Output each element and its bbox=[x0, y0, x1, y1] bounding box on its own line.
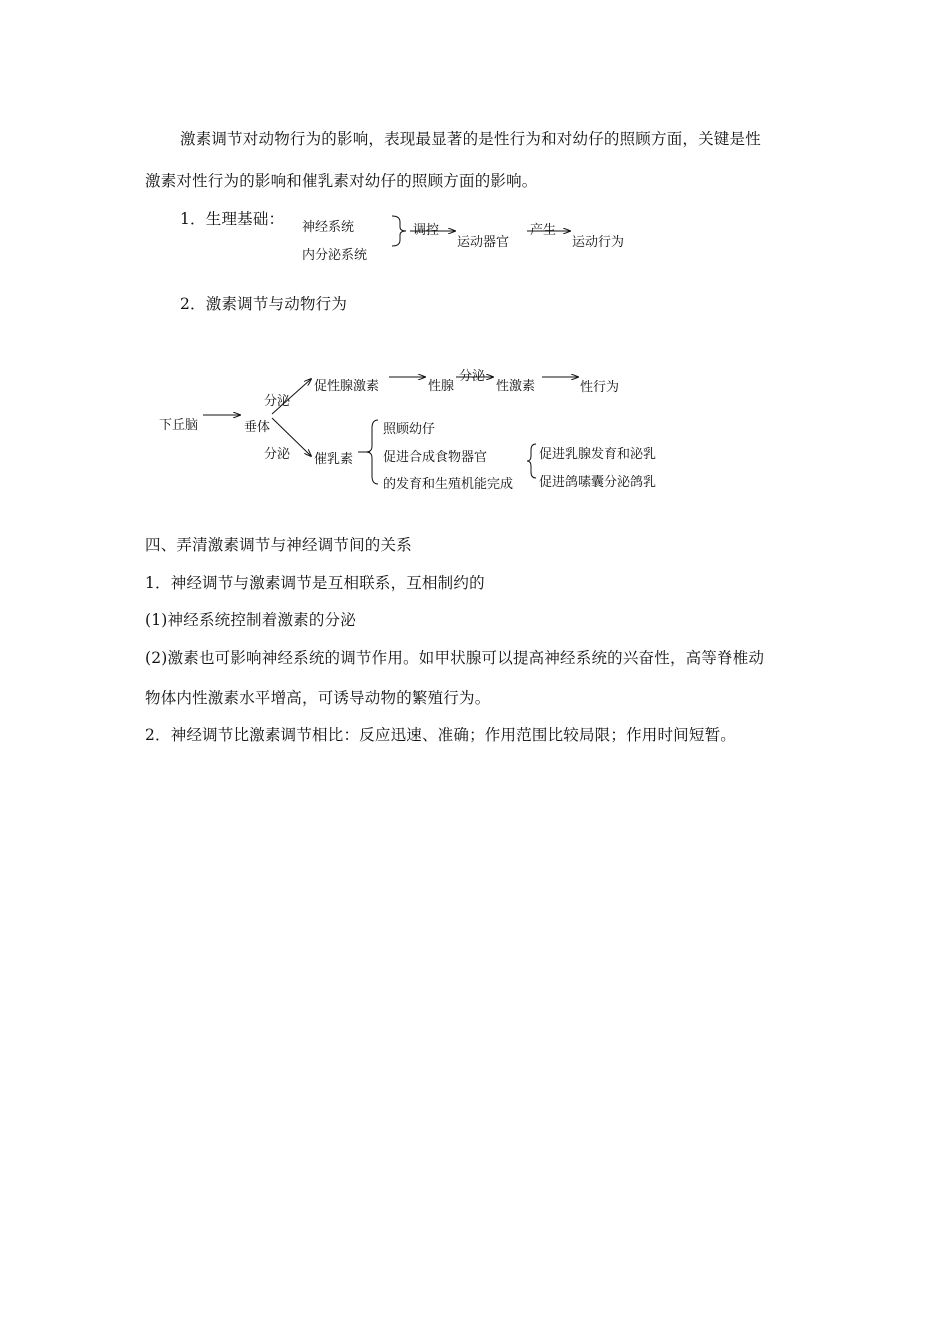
diagram1-result: 运动行为 bbox=[572, 235, 625, 250]
section4-sub-2-line-2: 物体内性激素水平增高，可诱导动物的繁殖行为。 bbox=[145, 689, 491, 707]
node-sex-behavior: 性行为 bbox=[580, 380, 620, 395]
node-prolactin: 催乳素 bbox=[314, 452, 354, 467]
section4-heading: 四、弄清激素调节与神经调节间的关系 bbox=[145, 536, 412, 554]
section4-point-1: 1．神经调节与激素调节是互相联系，互相制约的 bbox=[145, 574, 485, 592]
intro-line-2: 激素对性行为的影响和催乳素对幼仔的照顾方面的影响。 bbox=[145, 172, 538, 190]
label-gonad-secrete: 分泌 bbox=[459, 369, 486, 384]
node-gonadotropin: 促性腺激素 bbox=[314, 379, 380, 394]
brace-prolactin-effects bbox=[366, 420, 378, 484]
section4-point-2: 2．神经调节比激素调节相比：反应迅速、准确；作用范围比较局限；作用时间短暂。 bbox=[145, 726, 736, 744]
arrow-pituitary-up bbox=[272, 379, 311, 414]
diagram1-arrow2-label: 产生 bbox=[530, 223, 557, 238]
brace-sub-effects bbox=[527, 444, 536, 478]
effect-food-organ: 促进合成食物器官 bbox=[383, 450, 488, 465]
node-pituitary: 垂体 bbox=[244, 420, 271, 435]
intro-line-1: 激素调节对动物行为的影响，表现最显著的是性行为和对幼仔的照顾方面，关键是性 bbox=[180, 130, 761, 148]
brace-diagram1 bbox=[392, 216, 406, 246]
effect-care-young: 照顾幼仔 bbox=[383, 422, 436, 437]
diagram1-arrow1-label: 调控 bbox=[413, 223, 440, 238]
section4-sub-2-line-1: (2)激素也可影响神经系统的调节作用。如甲状腺可以提高神经系统的兴奋性，高等脊椎动 bbox=[145, 649, 765, 667]
section2-heading: 2．激素调节与动物行为 bbox=[180, 295, 348, 313]
diagram1-source-top: 神经系统 bbox=[302, 220, 355, 235]
effect-reproduction: 的发育和生殖机能完成 bbox=[383, 477, 514, 492]
node-sex-hormone: 性激素 bbox=[496, 379, 536, 394]
node-gonad: 性腺 bbox=[428, 379, 455, 394]
sub-effect-crop-milk: 促进鸽嗉囊分泌鸽乳 bbox=[539, 475, 657, 490]
label-secrete-up: 分泌 bbox=[264, 394, 291, 409]
node-hypothalamus: 下丘脑 bbox=[159, 418, 199, 433]
label-secrete-down: 分泌 bbox=[264, 447, 291, 462]
section1-heading: 1．生理基础： bbox=[180, 210, 285, 228]
section4-sub-1: (1)神经系统控制着激素的分泌 bbox=[145, 611, 356, 629]
arrow-pituitary-down bbox=[272, 418, 311, 456]
diagram1-middle: 运动器官 bbox=[457, 235, 510, 250]
sub-effect-mammary: 促进乳腺发育和泌乳 bbox=[539, 447, 657, 462]
diagram1-source-bottom: 内分泌系统 bbox=[302, 248, 368, 263]
